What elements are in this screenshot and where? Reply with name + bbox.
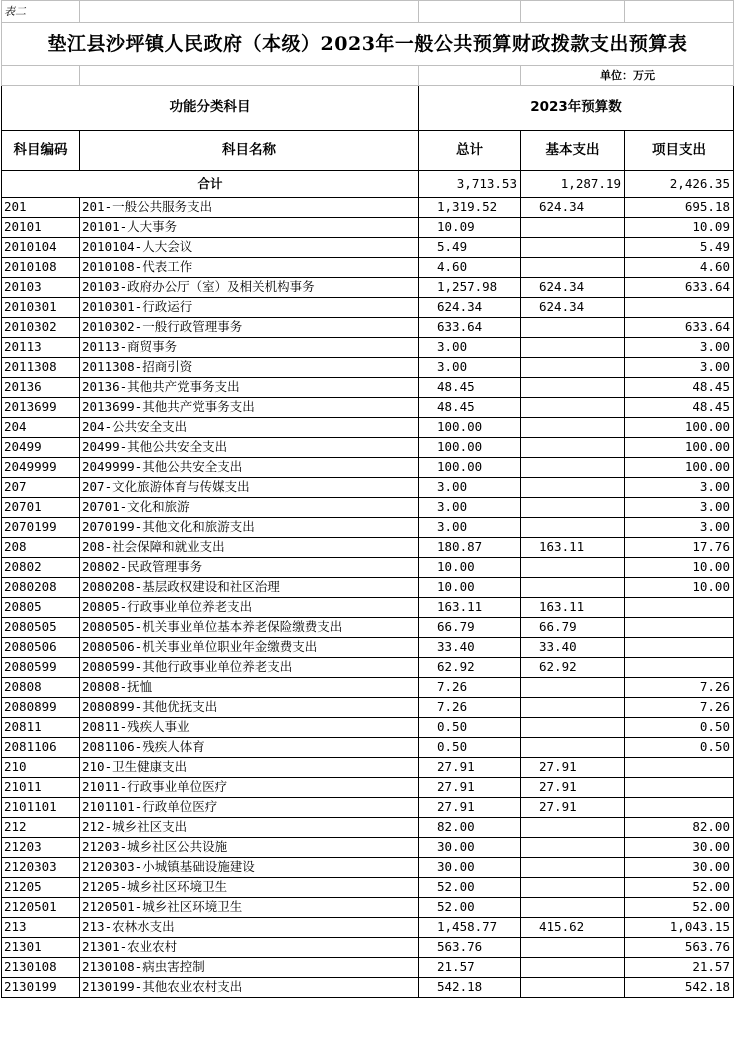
- row-basic: [521, 238, 625, 258]
- table-row: [2, 458, 734, 478]
- row-total: 163.11: [419, 598, 521, 618]
- row-total: 100.00: [419, 438, 521, 458]
- table-row: [2, 738, 734, 758]
- row-name: 201-一般公共服务支出: [80, 198, 419, 218]
- row-code: 213: [2, 918, 80, 938]
- row-total: 624.34: [419, 298, 521, 318]
- budget-table: [1, 0, 734, 998]
- table-row: [2, 518, 734, 538]
- row-project: 695.18: [625, 198, 734, 218]
- row-total: 3.00: [419, 518, 521, 538]
- row-name: 21011-行政事业单位医疗: [80, 778, 419, 798]
- row-name: 2120501-城乡社区环境卫生: [80, 898, 419, 918]
- row-name: 2010301-行政运行: [80, 298, 419, 318]
- row-name: 20701-文化和旅游: [80, 498, 419, 518]
- row-total: 0.50: [419, 718, 521, 738]
- row-name: 2101101-行政单位医疗: [80, 798, 419, 818]
- table-row: [2, 378, 734, 398]
- table-row: [2, 238, 734, 258]
- row-code: 2010302: [2, 318, 80, 338]
- row-basic: [521, 398, 625, 418]
- row-code: 2081106: [2, 738, 80, 758]
- table-row: [2, 538, 734, 558]
- row-total: 27.91: [419, 798, 521, 818]
- sheet-label: 表二: [2, 1, 80, 23]
- row-name: 212-城乡社区支出: [80, 818, 419, 838]
- row-code: 21203: [2, 838, 80, 858]
- row-project: 100.00: [625, 438, 734, 458]
- row-basic: [521, 358, 625, 378]
- row-project: 0.50: [625, 718, 734, 738]
- total-row-label: 合计: [2, 171, 419, 198]
- row-basic: 62.92: [521, 658, 625, 678]
- row-name: 20811-残疾人事业: [80, 718, 419, 738]
- row-basic: [521, 818, 625, 838]
- row-code: 2010108: [2, 258, 80, 278]
- row-total: 3.00: [419, 358, 521, 378]
- row-project: 82.00: [625, 818, 734, 838]
- row-project: 3.00: [625, 498, 734, 518]
- row-name: 20805-行政事业单位养老支出: [80, 598, 419, 618]
- table-row: [2, 558, 734, 578]
- row-project: 10.00: [625, 558, 734, 578]
- row-total: 3.00: [419, 338, 521, 358]
- table-row: [2, 418, 734, 438]
- row-name: 207-文化旅游体育与传媒支出: [80, 478, 419, 498]
- table-row: [2, 498, 734, 518]
- row-total: 100.00: [419, 458, 521, 478]
- row-name: 21203-城乡社区公共设施: [80, 838, 419, 858]
- table-row: [2, 958, 734, 978]
- table-row: [2, 898, 734, 918]
- table-row: [2, 358, 734, 378]
- table-row: [2, 938, 734, 958]
- total-row-basic: 1,287.19: [521, 171, 625, 198]
- row-name: 213-农林水支出: [80, 918, 419, 938]
- row-basic: [521, 218, 625, 238]
- row-code: 210: [2, 758, 80, 778]
- row-name: 2080505-机关事业单位基本养老保险缴费支出: [80, 618, 419, 638]
- row-basic: 27.91: [521, 798, 625, 818]
- row-name: 2080208-基层政权建设和社区治理: [80, 578, 419, 598]
- row-project: 48.45: [625, 378, 734, 398]
- row-name: 2070199-其他文化和旅游支出: [80, 518, 419, 538]
- row-name: 204-公共安全支出: [80, 418, 419, 438]
- row-basic: 66.79: [521, 618, 625, 638]
- table-row: [2, 218, 734, 238]
- row-project: 21.57: [625, 958, 734, 978]
- row-name: 20103-政府办公厅（室）及相关机构事务: [80, 278, 419, 298]
- header-total: 总计: [419, 131, 521, 171]
- row-project: [625, 298, 734, 318]
- table-row: [2, 298, 734, 318]
- row-code: 20811: [2, 718, 80, 738]
- row-total: 10.09: [419, 218, 521, 238]
- row-basic: [521, 858, 625, 878]
- row-project: 542.18: [625, 978, 734, 998]
- row-total: 27.91: [419, 778, 521, 798]
- row-basic: [521, 878, 625, 898]
- row-code: 20136: [2, 378, 80, 398]
- row-name: 2080599-其他行政事业单位养老支出: [80, 658, 419, 678]
- row-code: 20701: [2, 498, 80, 518]
- row-basic: 624.34: [521, 278, 625, 298]
- row-total: 30.00: [419, 858, 521, 878]
- total-row-project: 2,426.35: [625, 171, 734, 198]
- row-name: 2011308-招商引资: [80, 358, 419, 378]
- row-basic: 27.91: [521, 778, 625, 798]
- row-total: 542.18: [419, 978, 521, 998]
- row-total: 33.40: [419, 638, 521, 658]
- row-project: 48.45: [625, 398, 734, 418]
- row-project: [625, 638, 734, 658]
- row-project: 3.00: [625, 478, 734, 498]
- page-title: 垫江县沙坪镇人民政府（本级）2023年一般公共预算财政拨款支出预算表: [2, 23, 734, 66]
- row-total: 52.00: [419, 898, 521, 918]
- row-project: 1,043.15: [625, 918, 734, 938]
- row-basic: [521, 338, 625, 358]
- row-project: 7.26: [625, 698, 734, 718]
- table-row: [2, 318, 734, 338]
- row-name: 208-社会保障和就业支出: [80, 538, 419, 558]
- row-project: 30.00: [625, 858, 734, 878]
- row-code: 20101: [2, 218, 80, 238]
- row-project: 10.09: [625, 218, 734, 238]
- row-project: 4.60: [625, 258, 734, 278]
- row-project: 3.00: [625, 358, 734, 378]
- row-name: 20101-人大事务: [80, 218, 419, 238]
- row-project: 30.00: [625, 838, 734, 858]
- row-code: 20499: [2, 438, 80, 458]
- row-name: 2049999-其他公共安全支出: [80, 458, 419, 478]
- row-total: 100.00: [419, 418, 521, 438]
- row-total: 0.50: [419, 738, 521, 758]
- row-project: 633.64: [625, 318, 734, 338]
- total-row-total: 3,713.53: [419, 171, 521, 198]
- row-project: 17.76: [625, 538, 734, 558]
- row-name: 20136-其他共产党事务支出: [80, 378, 419, 398]
- row-total: 7.26: [419, 698, 521, 718]
- row-name: 2120303-小城镇基础设施建设: [80, 858, 419, 878]
- row-name: 20808-抚恤: [80, 678, 419, 698]
- row-code: 2120303: [2, 858, 80, 878]
- row-basic: [521, 478, 625, 498]
- table-row: [2, 638, 734, 658]
- table-row: [2, 598, 734, 618]
- row-name: 2130199-其他农业农村支出: [80, 978, 419, 998]
- row-total: 3.00: [419, 498, 521, 518]
- row-total: 27.91: [419, 758, 521, 778]
- header-functional-category: 功能分类科目: [2, 86, 419, 131]
- header-code: 科目编码: [2, 131, 80, 171]
- row-basic: [521, 458, 625, 478]
- row-code: 201: [2, 198, 80, 218]
- row-project: 52.00: [625, 898, 734, 918]
- row-basic: [521, 518, 625, 538]
- row-name: 2081106-残疾人体育: [80, 738, 419, 758]
- row-code: 208: [2, 538, 80, 558]
- row-code: 21011: [2, 778, 80, 798]
- row-total: 1,257.98: [419, 278, 521, 298]
- row-total: 52.00: [419, 878, 521, 898]
- row-basic: [521, 318, 625, 338]
- table-row: [2, 398, 734, 418]
- row-basic: [521, 438, 625, 458]
- table-row: [2, 718, 734, 738]
- table-row: [2, 798, 734, 818]
- row-project: 5.49: [625, 238, 734, 258]
- table-row: [2, 878, 734, 898]
- row-basic: [521, 498, 625, 518]
- table-row: [2, 338, 734, 358]
- row-name: 2080899-其他优抚支出: [80, 698, 419, 718]
- table-row: [2, 618, 734, 638]
- row-basic: [521, 838, 625, 858]
- row-total: 3.00: [419, 478, 521, 498]
- table-row: [2, 778, 734, 798]
- row-code: 207: [2, 478, 80, 498]
- row-name: 2010108-代表工作: [80, 258, 419, 278]
- row-code: 204: [2, 418, 80, 438]
- row-name: 2010104-人大会议: [80, 238, 419, 258]
- row-code: 2080599: [2, 658, 80, 678]
- row-code: 2080506: [2, 638, 80, 658]
- row-name: 20499-其他公共安全支出: [80, 438, 419, 458]
- row-name: 2080506-机关事业单位职业年金缴费支出: [80, 638, 419, 658]
- row-total: 5.49: [419, 238, 521, 258]
- row-total: 180.87: [419, 538, 521, 558]
- row-basic: [521, 738, 625, 758]
- row-project: [625, 598, 734, 618]
- row-code: 2070199: [2, 518, 80, 538]
- unit-label: 单位：万元: [521, 66, 734, 86]
- row-code: 2010104: [2, 238, 80, 258]
- row-total: 82.00: [419, 818, 521, 838]
- row-code: 20808: [2, 678, 80, 698]
- row-basic: 163.11: [521, 538, 625, 558]
- row-project: [625, 798, 734, 818]
- row-basic: [521, 938, 625, 958]
- row-name: 21205-城乡社区环境卫生: [80, 878, 419, 898]
- row-project: [625, 658, 734, 678]
- row-basic: [521, 258, 625, 278]
- row-basic: 415.62: [521, 918, 625, 938]
- row-project: 100.00: [625, 458, 734, 478]
- row-project: [625, 778, 734, 798]
- table-row: [2, 478, 734, 498]
- row-code: 2130108: [2, 958, 80, 978]
- row-project: 7.26: [625, 678, 734, 698]
- row-total: 21.57: [419, 958, 521, 978]
- row-code: 2013699: [2, 398, 80, 418]
- header-project: 项目支出: [625, 131, 734, 171]
- table-row: [2, 758, 734, 778]
- row-project: 563.76: [625, 938, 734, 958]
- row-code: 2011308: [2, 358, 80, 378]
- row-basic: [521, 898, 625, 918]
- row-basic: [521, 678, 625, 698]
- row-code: 2080208: [2, 578, 80, 598]
- row-basic: [521, 378, 625, 398]
- row-code: 212: [2, 818, 80, 838]
- table-row: [2, 198, 734, 218]
- row-total: 1,319.52: [419, 198, 521, 218]
- row-name: 21301-农业农村: [80, 938, 419, 958]
- row-total: 30.00: [419, 838, 521, 858]
- row-total: 48.45: [419, 378, 521, 398]
- row-name: 2013699-其他共产党事务支出: [80, 398, 419, 418]
- row-basic: [521, 958, 625, 978]
- table-row: [2, 818, 734, 838]
- row-project: [625, 758, 734, 778]
- row-project: 10.00: [625, 578, 734, 598]
- row-basic: 33.40: [521, 638, 625, 658]
- row-code: 20113: [2, 338, 80, 358]
- table-row: [2, 578, 734, 598]
- row-code: 21205: [2, 878, 80, 898]
- row-total: 4.60: [419, 258, 521, 278]
- row-project: 633.64: [625, 278, 734, 298]
- header-basic: 基本支出: [521, 131, 625, 171]
- row-basic: 624.34: [521, 198, 625, 218]
- row-code: 2049999: [2, 458, 80, 478]
- row-project: 100.00: [625, 418, 734, 438]
- row-basic: [521, 418, 625, 438]
- row-project: 0.50: [625, 738, 734, 758]
- row-basic: 163.11: [521, 598, 625, 618]
- row-name: 2010302-一般行政管理事务: [80, 318, 419, 338]
- row-basic: [521, 718, 625, 738]
- table-row: [2, 838, 734, 858]
- table-row: [2, 658, 734, 678]
- row-total: 1,458.77: [419, 918, 521, 938]
- row-code: 21301: [2, 938, 80, 958]
- table-row: [2, 918, 734, 938]
- row-code: 2080899: [2, 698, 80, 718]
- row-code: 2010301: [2, 298, 80, 318]
- row-code: 2130199: [2, 978, 80, 998]
- row-name: 20113-商贸事务: [80, 338, 419, 358]
- row-basic: 624.34: [521, 298, 625, 318]
- row-basic: [521, 698, 625, 718]
- row-total: 66.79: [419, 618, 521, 638]
- row-name: 210-卫生健康支出: [80, 758, 419, 778]
- row-project: [625, 618, 734, 638]
- row-total: 62.92: [419, 658, 521, 678]
- table-row: [2, 858, 734, 878]
- row-total: 563.76: [419, 938, 521, 958]
- row-code: 20103: [2, 278, 80, 298]
- row-basic: 27.91: [521, 758, 625, 778]
- row-total: 10.00: [419, 578, 521, 598]
- header-budget-year: 2023年预算数: [419, 86, 734, 131]
- table-row: [2, 258, 734, 278]
- table-row: [2, 978, 734, 998]
- row-code: 2101101: [2, 798, 80, 818]
- table-row: [2, 678, 734, 698]
- table-row: [2, 438, 734, 458]
- header-name: 科目名称: [80, 131, 419, 171]
- row-total: 48.45: [419, 398, 521, 418]
- row-project: 52.00: [625, 878, 734, 898]
- row-total: 7.26: [419, 678, 521, 698]
- table-row: [2, 698, 734, 718]
- row-name: 2130108-病虫害控制: [80, 958, 419, 978]
- table-row: [2, 278, 734, 298]
- row-code: 20805: [2, 598, 80, 618]
- row-code: 2080505: [2, 618, 80, 638]
- row-total: 633.64: [419, 318, 521, 338]
- row-basic: [521, 558, 625, 578]
- row-code: 20802: [2, 558, 80, 578]
- row-basic: [521, 978, 625, 998]
- row-total: 10.00: [419, 558, 521, 578]
- row-project: 3.00: [625, 338, 734, 358]
- row-code: 2120501: [2, 898, 80, 918]
- row-project: 3.00: [625, 518, 734, 538]
- row-basic: [521, 578, 625, 598]
- row-name: 20802-民政管理事务: [80, 558, 419, 578]
